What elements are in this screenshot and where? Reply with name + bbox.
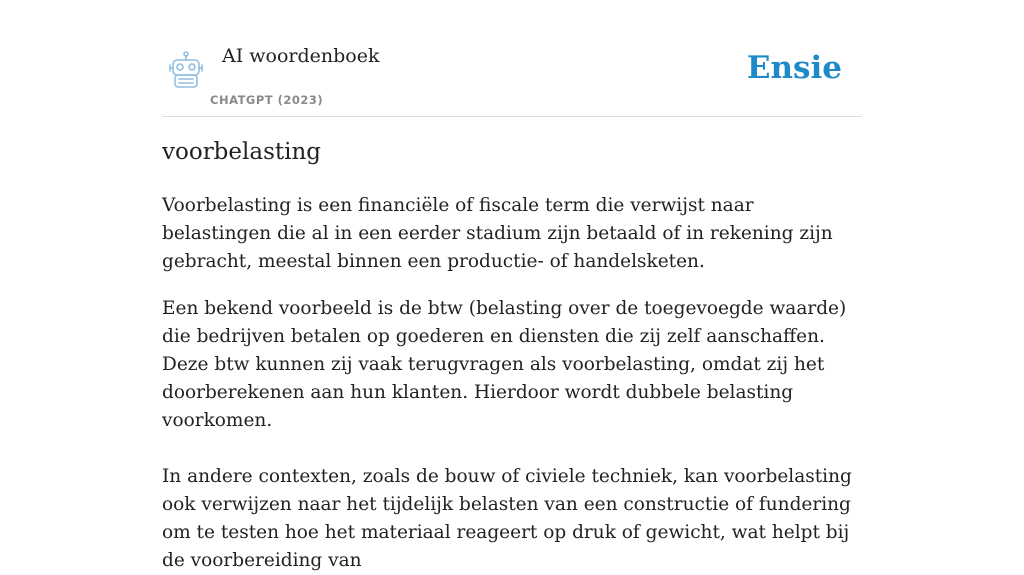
robot-icon (166, 50, 206, 90)
definition-paragraph-1: Voorbelasting is een financiële of fiscale term die verwijst naar belastingen die al in een eerder stadium zijn betaald of in rekening zijn gebracht, meestal binnen een productie- of handelsketen. (162, 195, 833, 272)
dictionary-title[interactable]: AI woordenboek (222, 45, 380, 67)
entry-term: voorbelasting (162, 139, 322, 165)
header (162, 0, 862, 117)
dictionary-source: CHATGPT (2023) (210, 93, 324, 107)
entry-definition (162, 192, 867, 575)
definition-paragraph-2: Een bekend voorbeeld is de btw (belasting over de toegevoegde waarde) die bedrijven betalen op goederen en diensten die zij zelf aanschaffen. Deze btw kunnen zij vaak terugvragen als voorbelasting, omdat zij het doorberekenen aan hun klanten. Hierdoor wordt dubbele belasting voorkomen. (162, 298, 847, 431)
definition-paragraph-3: In andere contexten, zoals de bouw of civiele techniek, kan voorbelasting ook verwijzen naar het tijdelijk belasten van een constructie of fundering om te testen hoe het materiaal reageert op druk of gewicht, wat helpt bij de voorbereiding van (162, 466, 852, 571)
brand-logo[interactable]: Ensie (746, 50, 842, 86)
